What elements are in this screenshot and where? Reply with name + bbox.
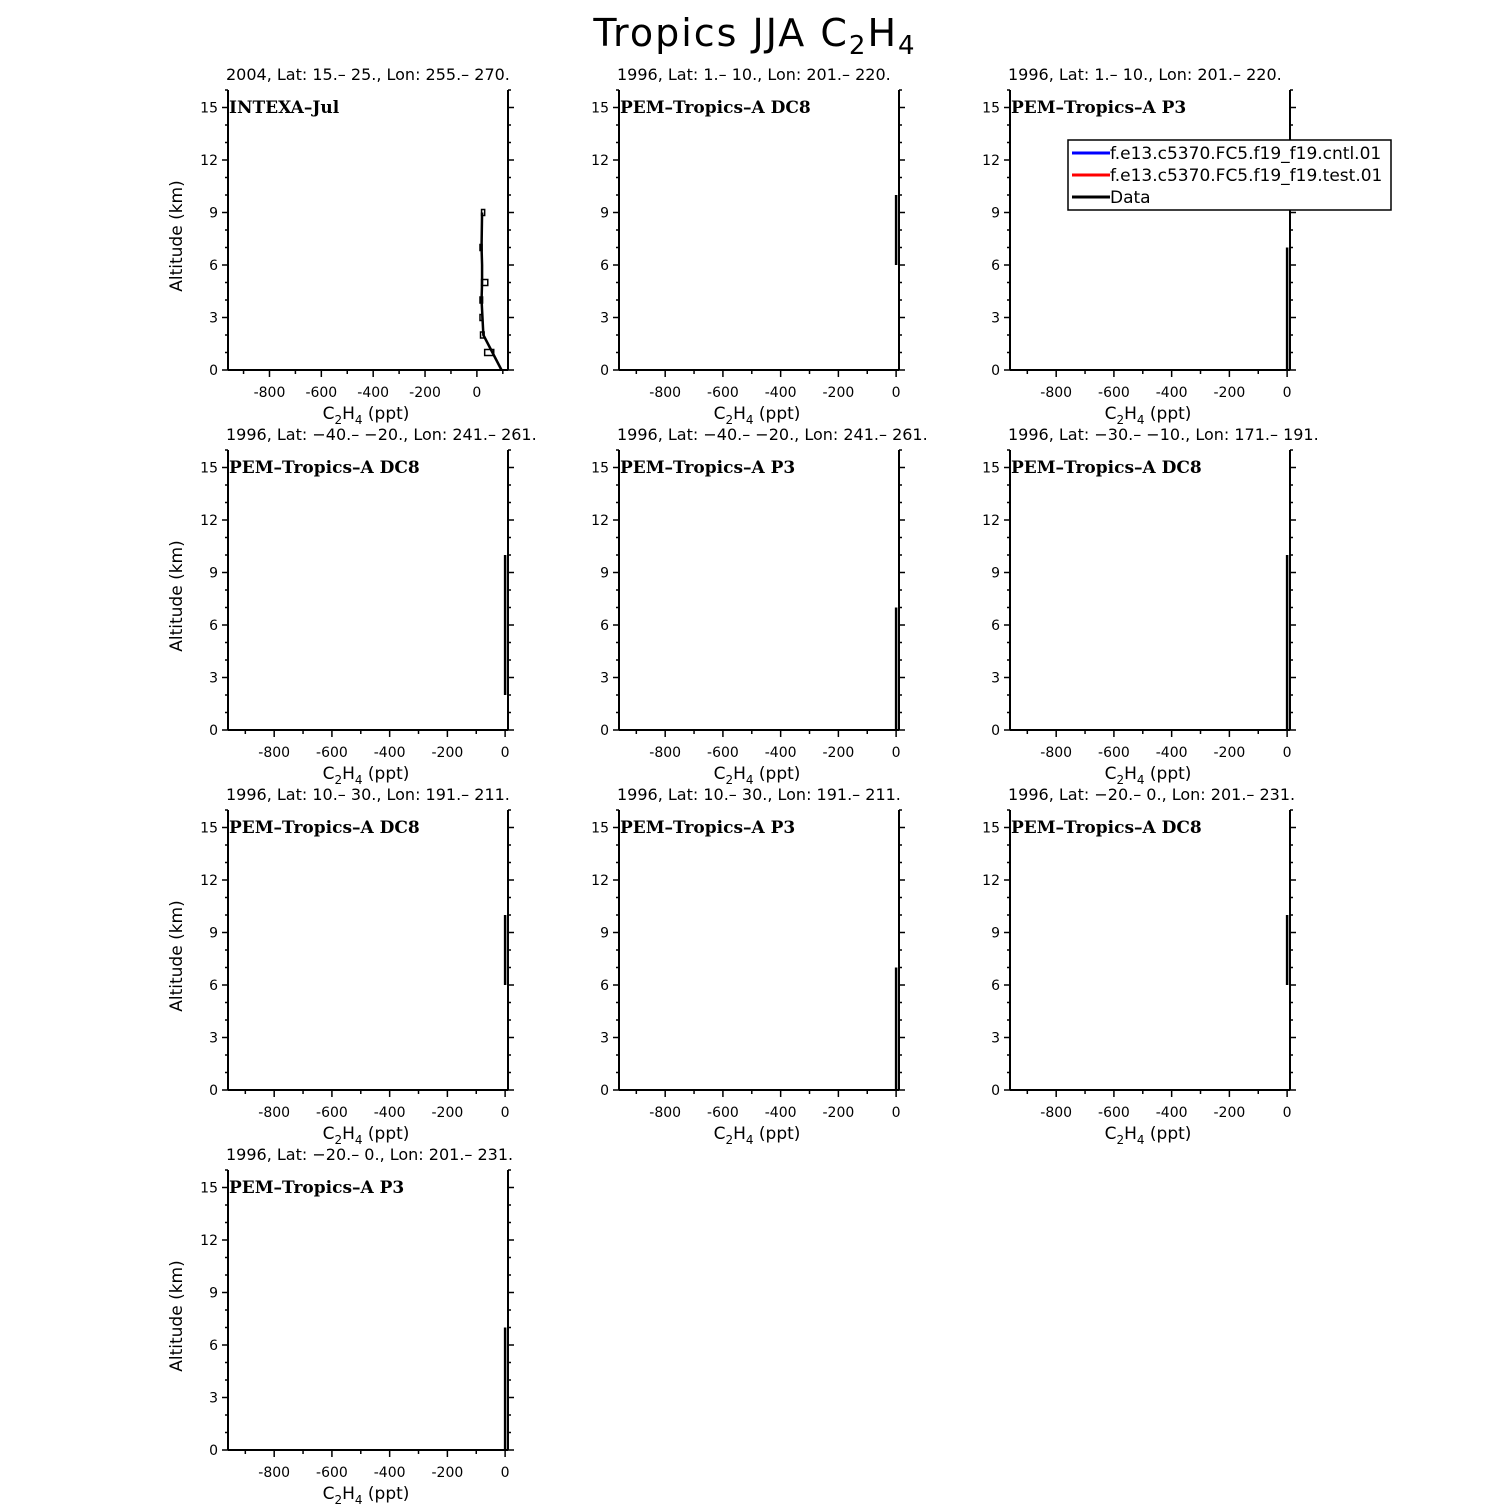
x-axis-label-sub: 2 (334, 413, 343, 427)
x-tick-label: -800 (1040, 1105, 1073, 1121)
y-tick-label: 15 (982, 820, 1000, 837)
x-axis-label (323, 1124, 410, 1147)
legend-label: f.e13.c5370.FC5.f19_f19.test.01 (1110, 166, 1383, 186)
panel-7 (167, 785, 514, 1147)
figure-title: Tropics JJA $C_2H_4$ (593, 11, 917, 61)
x-tick-label: 0 (891, 745, 901, 761)
campaign-label: PEM–Tropics–A DC8 (620, 98, 811, 118)
x-tick-label: -800 (649, 385, 682, 401)
x-tick-label: 0 (891, 1105, 901, 1121)
x-axis-label-part: H (1124, 1124, 1137, 1144)
y-tick-label: 3 (209, 310, 218, 327)
x-axis-label-part: H (342, 1484, 355, 1504)
y-tick-label: 15 (200, 820, 218, 837)
y-tick-label: 3 (209, 670, 218, 687)
panel-header: 1996, Lat: −30.– −10., Lon: 171.– 191. (1008, 425, 1319, 444)
panel-6 (982, 425, 1319, 787)
y-tick-label: 6 (209, 978, 218, 994)
panel-5 (591, 425, 928, 787)
x-tick-label: -600 (707, 745, 739, 761)
x-tick-label: -200 (1213, 745, 1246, 761)
x-axis-label-part: H (1124, 764, 1137, 784)
y-tick-label: 12 (591, 153, 609, 169)
x-axis-label-part: (ppt) (362, 1484, 410, 1504)
y-tick-label: 15 (200, 100, 218, 117)
y-tick-label: 6 (209, 258, 218, 274)
campaign-label: PEM–Tropics–A DC8 (229, 818, 420, 838)
legend-label: f.e13.c5370.FC5.f19_f19.cntl.01 (1110, 144, 1382, 164)
x-axis-label-part: (ppt) (1144, 764, 1192, 784)
y-tick-label: 9 (209, 1285, 218, 1302)
x-axis-label-part: (ppt) (753, 1124, 801, 1144)
x-tick-label: -200 (431, 745, 464, 761)
y-tick-label: 0 (991, 723, 1000, 739)
x-axis-label-part: C (322, 404, 335, 424)
campaign-label: PEM–Tropics–A P3 (229, 1178, 405, 1198)
x-tick-label: -200 (431, 1465, 464, 1481)
y-axis-label: Altitude (km) (167, 1260, 187, 1372)
x-tick-label: -400 (1155, 745, 1188, 761)
y-tick-label: 3 (991, 670, 1000, 687)
x-tick-label: -800 (253, 385, 286, 401)
x-axis-label-sub: 2 (334, 1493, 343, 1507)
y-tick-label: 0 (209, 363, 218, 379)
x-axis-label-part: (ppt) (362, 1124, 410, 1144)
panel-10 (167, 1145, 514, 1507)
y-tick-label: 9 (209, 205, 218, 222)
y-tick-label: 6 (209, 618, 218, 634)
x-axis-label-part: (ppt) (362, 404, 410, 424)
x-tick-label: -600 (1098, 1105, 1130, 1121)
x-axis-label-part: (ppt) (1144, 404, 1192, 424)
y-tick-label: 12 (591, 513, 609, 529)
x-axis-label-part: H (1124, 404, 1137, 424)
x-tick-label: 0 (500, 745, 510, 761)
x-axis-label-part: C (322, 1124, 335, 1144)
x-axis-label-sub: 4 (1136, 773, 1145, 787)
x-tick-label: -800 (258, 1105, 291, 1121)
campaign-label: PEM–Tropics–A DC8 (1011, 818, 1202, 838)
y-tick-label: 0 (991, 1083, 1000, 1099)
y-tick-label: 9 (600, 565, 609, 582)
x-axis-label-part: C (1104, 1124, 1117, 1144)
y-axis-label: Altitude (km) (167, 180, 187, 292)
x-axis-label-part: (ppt) (753, 404, 801, 424)
panel-2 (591, 65, 905, 427)
x-tick-label: -800 (258, 745, 291, 761)
y-tick-label: 12 (200, 513, 218, 529)
x-axis-label-sub: 4 (354, 1493, 363, 1507)
x-tick-label: -200 (1213, 385, 1246, 401)
x-tick-label: -600 (305, 385, 338, 401)
panel-header: 2004, Lat: 15.– 25., Lon: 255.– 270. (226, 65, 510, 84)
x-axis-label-part: C (322, 764, 335, 784)
x-tick-label: -600 (316, 1465, 348, 1481)
campaign-label: PEM–Tropics–A DC8 (229, 458, 420, 478)
x-tick-label: -400 (373, 1465, 406, 1481)
panel-8 (591, 785, 905, 1147)
y-tick-label: 9 (991, 205, 1000, 222)
panel-header: 1996, Lat: −40.– −20., Lon: 241.– 261. (617, 425, 928, 444)
x-axis-label-sub: 2 (1116, 1133, 1125, 1147)
x-tick-label: -400 (357, 385, 390, 401)
x-axis-label (1105, 764, 1192, 787)
y-tick-label: 9 (600, 925, 609, 942)
x-axis-label-sub: 2 (334, 1133, 343, 1147)
panel-4 (167, 425, 537, 787)
y-tick-label: 3 (600, 670, 609, 687)
panel-1 (167, 65, 514, 427)
y-tick-label: 9 (600, 205, 609, 222)
data-range-box (480, 315, 482, 321)
x-axis-label (323, 1484, 410, 1507)
x-axis-label-sub: 4 (354, 413, 363, 427)
x-tick-label: 0 (472, 385, 482, 401)
x-tick-label: -600 (707, 1105, 739, 1121)
x-axis-label (714, 1124, 801, 1147)
x-tick-label: -200 (822, 385, 855, 401)
x-axis-label (714, 404, 801, 427)
y-tick-label: 6 (991, 978, 1000, 994)
panel-header: 1996, Lat: 1.– 10., Lon: 201.– 220. (617, 65, 891, 84)
campaign-label: PEM–Tropics–A DC8 (1011, 458, 1202, 478)
panel-header: 1996, Lat: 10.– 30., Lon: 191.– 211. (226, 785, 510, 804)
x-tick-label: -400 (764, 745, 797, 761)
x-tick-label: -800 (649, 745, 682, 761)
campaign-label: PEM–Tropics–A P3 (620, 458, 796, 478)
x-tick-label: -800 (1040, 745, 1073, 761)
y-tick-label: 6 (600, 258, 609, 274)
y-tick-label: 6 (991, 258, 1000, 274)
x-axis-label-part: C (1104, 764, 1117, 784)
x-axis-label-part: H (733, 404, 746, 424)
x-tick-label: 0 (891, 385, 901, 401)
x-axis-label-sub: 2 (1116, 413, 1125, 427)
y-tick-label: 3 (600, 310, 609, 327)
y-tick-label: 0 (209, 723, 218, 739)
x-axis-label-sub: 2 (725, 773, 734, 787)
y-tick-label: 9 (209, 925, 218, 942)
panel-header: 1996, Lat: 1.– 10., Lon: 201.– 220. (1008, 65, 1282, 84)
x-axis-label-sub: 2 (725, 413, 734, 427)
y-tick-label: 12 (982, 513, 1000, 529)
x-axis-label-part: C (713, 1124, 726, 1144)
x-tick-label: -200 (1213, 1105, 1246, 1121)
y-tick-label: 0 (600, 723, 609, 739)
y-tick-label: 3 (991, 1030, 1000, 1047)
panel-header: 1996, Lat: 10.– 30., Lon: 191.– 211. (617, 785, 901, 804)
x-axis-label-part: (ppt) (362, 764, 410, 784)
y-axis-label: Altitude (km) (167, 540, 187, 652)
x-tick-label: 0 (1282, 1105, 1292, 1121)
y-tick-label: 15 (200, 460, 218, 477)
x-axis-label-part: H (733, 764, 746, 784)
x-tick-label: -400 (373, 1105, 406, 1121)
x-axis-label-part: (ppt) (753, 764, 801, 784)
x-tick-label: 0 (1282, 385, 1292, 401)
y-tick-label: 0 (600, 1083, 609, 1099)
x-axis-label-sub: 2 (334, 773, 343, 787)
x-axis-label (323, 404, 410, 427)
x-axis-label-part: H (342, 404, 355, 424)
y-tick-label: 0 (209, 1443, 218, 1459)
x-axis-label-part: C (1104, 404, 1117, 424)
y-tick-label: 0 (209, 1083, 218, 1099)
x-axis-label (1105, 404, 1192, 427)
y-tick-label: 9 (209, 565, 218, 582)
x-axis-label-part: H (342, 764, 355, 784)
x-tick-label: -600 (316, 745, 348, 761)
x-tick-label: -200 (822, 1105, 855, 1121)
x-tick-label: -600 (316, 1105, 348, 1121)
x-axis-label-sub: 4 (745, 413, 754, 427)
x-tick-label: 0 (500, 1465, 510, 1481)
x-axis-label-part: (ppt) (1144, 1124, 1192, 1144)
y-tick-label: 3 (209, 1390, 218, 1407)
x-axis-label-sub: 4 (1136, 413, 1145, 427)
legend (1068, 140, 1391, 210)
y-tick-label: 6 (991, 618, 1000, 634)
panel-9 (982, 785, 1296, 1147)
x-axis-label (1105, 1124, 1192, 1147)
x-tick-label: 0 (1282, 745, 1292, 761)
y-tick-label: 12 (200, 153, 218, 169)
x-axis-label-part: C (713, 404, 726, 424)
y-tick-label: 15 (591, 100, 609, 117)
x-tick-label: -400 (1155, 1105, 1188, 1121)
x-axis-label-sub: 4 (745, 1133, 754, 1147)
x-axis-label (714, 764, 801, 787)
y-tick-label: 3 (991, 310, 1000, 327)
x-axis-label-sub: 2 (725, 1133, 734, 1147)
y-tick-label: 6 (209, 1338, 218, 1354)
data-series-line (482, 213, 502, 371)
panel-header: 1996, Lat: −20.– 0., Lon: 201.– 231. (226, 1145, 514, 1164)
y-tick-label: 12 (200, 1233, 218, 1249)
y-tick-label: 9 (991, 565, 1000, 582)
x-tick-label: -200 (822, 745, 855, 761)
y-tick-label: 15 (200, 1180, 218, 1197)
y-tick-label: 15 (982, 100, 1000, 117)
y-tick-label: 12 (200, 873, 218, 889)
y-tick-label: 15 (591, 460, 609, 477)
y-tick-label: 12 (982, 873, 1000, 889)
x-axis-label-part: H (733, 1124, 746, 1144)
x-axis-label-sub: 4 (745, 773, 754, 787)
y-tick-label: 9 (991, 925, 1000, 942)
y-tick-label: 0 (991, 363, 1000, 379)
x-tick-label: -600 (1098, 385, 1130, 401)
x-axis-label-sub: 4 (354, 773, 363, 787)
x-tick-label: -200 (409, 385, 441, 401)
y-tick-label: 6 (600, 978, 609, 994)
campaign-label: PEM–Tropics–A P3 (620, 818, 796, 838)
x-tick-label: 0 (500, 1105, 510, 1121)
x-tick-label: -800 (1040, 385, 1073, 401)
x-tick-label: -600 (1098, 745, 1130, 761)
campaign-label: INTEXA–Jul (229, 98, 340, 118)
y-tick-label: 6 (600, 618, 609, 634)
x-tick-label: -400 (764, 385, 797, 401)
y-tick-label: 12 (591, 873, 609, 889)
panel-header: 1996, Lat: −20.– 0., Lon: 201.– 231. (1008, 785, 1296, 804)
panel-3 (982, 65, 1296, 427)
y-tick-label: 3 (209, 1030, 218, 1047)
y-tick-label: 15 (982, 460, 1000, 477)
panel-header: 1996, Lat: −40.– −20., Lon: 241.– 261. (226, 425, 537, 444)
y-tick-label: 0 (600, 363, 609, 379)
x-tick-label: -600 (707, 385, 739, 401)
panels-group (167, 65, 1319, 1507)
x-tick-label: -400 (764, 1105, 797, 1121)
x-axis-label-sub: 2 (1116, 773, 1125, 787)
x-tick-label: -400 (373, 745, 406, 761)
x-axis-label-part: C (713, 764, 726, 784)
x-tick-label: -200 (431, 1105, 464, 1121)
x-axis-label (323, 764, 410, 787)
y-tick-label: 15 (591, 820, 609, 837)
x-tick-label: -800 (258, 1465, 291, 1481)
x-axis-label-sub: 4 (1136, 1133, 1145, 1147)
legend-label: Data (1110, 188, 1151, 208)
x-axis-label-part: H (342, 1124, 355, 1144)
x-axis-label-part: C (322, 1484, 335, 1504)
y-tick-label: 12 (982, 153, 1000, 169)
x-tick-label: -400 (1155, 385, 1188, 401)
y-axis-label: Altitude (km) (167, 900, 187, 1012)
campaign-label: PEM–Tropics–A P3 (1011, 98, 1187, 118)
x-tick-label: -800 (649, 1105, 682, 1121)
y-tick-label: 3 (600, 1030, 609, 1047)
x-axis-label-sub: 4 (354, 1133, 363, 1147)
